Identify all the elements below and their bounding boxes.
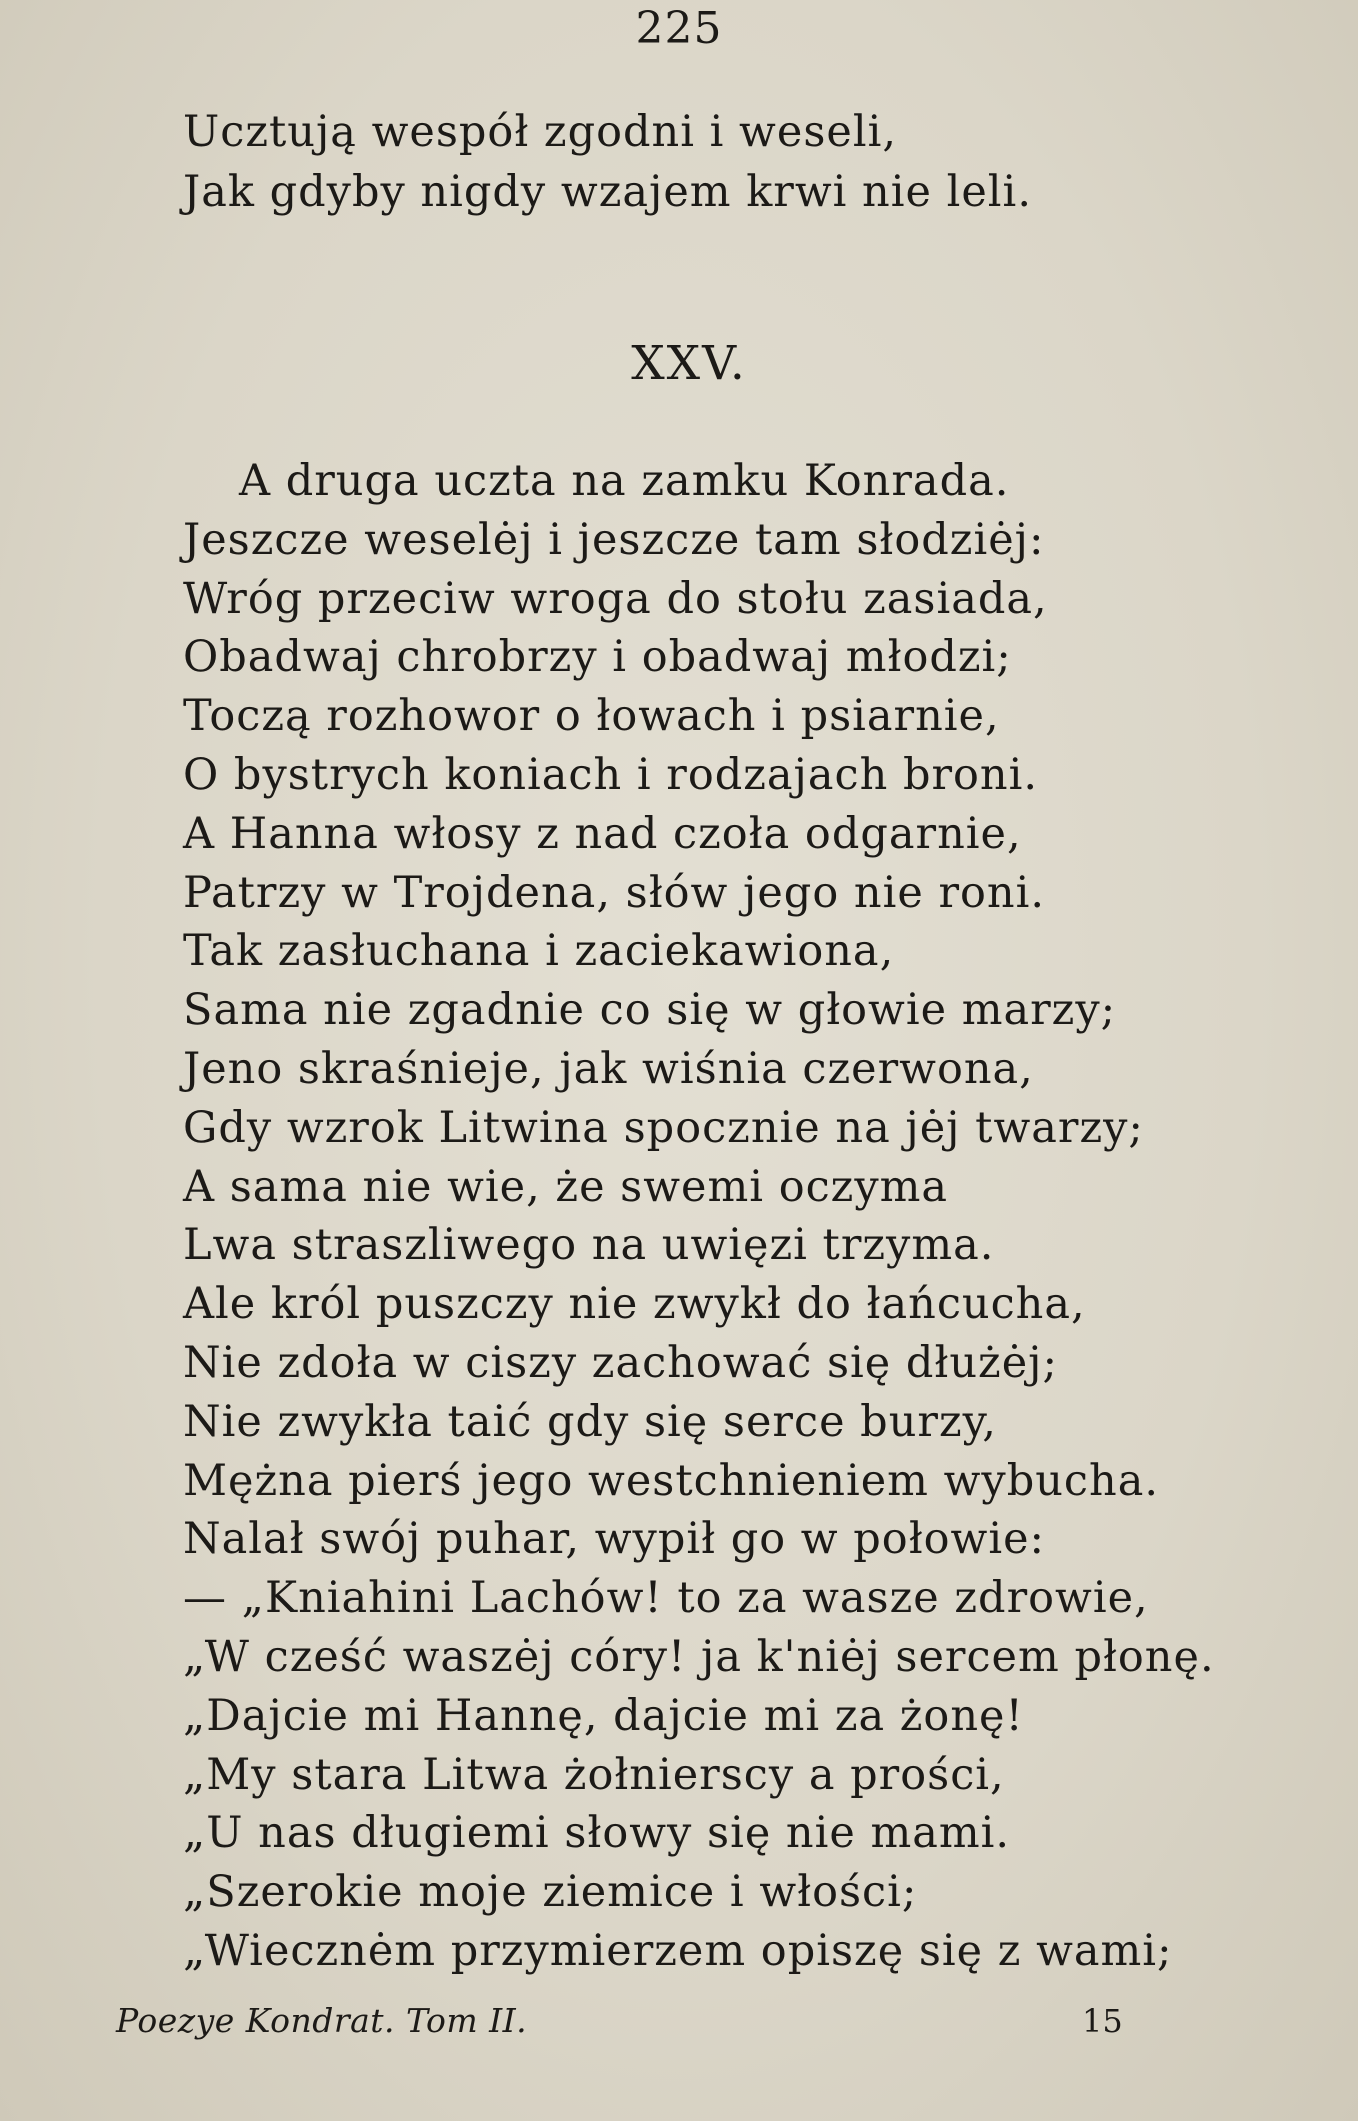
verse-line: Nie zwykła taić gdy się serce burzy,	[183, 1396, 997, 1447]
verse-line: A sama nie wie, że swemi oczyma	[183, 1161, 949, 1212]
verse-line: Wróg przeciw wroga do stołu zasiada,	[183, 573, 1048, 624]
verse-line: Tak zasłuchana i zaciekawiona,	[183, 926, 895, 977]
continued-verse	[183, 102, 1032, 222]
verse-line: Nalał swój puhar, wypił go w połowie:	[183, 1514, 1046, 1565]
verse-line: O bystrych koniach i rodzajach broni.	[183, 749, 1039, 800]
signature-mark: 15	[1082, 2002, 1123, 2040]
page-number: 225	[635, 3, 723, 54]
verse-line: — „Kniahini Lachów! to za wasze zdrowie,	[183, 1573, 1149, 1624]
verse-line: Ucztują wespół zgodni i weseli,	[183, 107, 898, 157]
footer-book-title: Poezye Kondrat. Tom II.	[116, 2001, 528, 2040]
verse-line: Jak gdyby nigdy wzajem krwi nie leli.	[183, 167, 1032, 217]
stanza	[183, 452, 1303, 1981]
verse-line: „Dajcie mi Hannę, dajcie mi za żonę!	[183, 1690, 1024, 1741]
verse-line: Mężna pierś jego westchnieniem wybucha.	[183, 1455, 1160, 1506]
verse-line: Patrzy w Trojdena, słów jego nie roni.	[183, 867, 1046, 918]
verse-line: „W cześć waszėj córy! ja k'niėj sercem płonę.	[183, 1631, 1215, 1682]
verse-line: Nie zdoła w ciszy zachować się dłużėj;	[183, 1337, 1058, 1388]
verse-line: „Wiecznėm przymierzem opiszę się z wami;	[183, 1925, 1173, 1976]
verse-line: Obadwaj chrobrzy i obadwaj młodzi;	[183, 632, 1012, 683]
verse-line: „Szerokie moje ziemice i włości;	[183, 1867, 918, 1918]
verse-line: Ale król puszczy nie zwykł do łańcucha,	[183, 1279, 1086, 1330]
verse-line: Toczą rozhowor o łowach i psiarnie,	[183, 691, 1000, 742]
verse-line: Jeno skraśnieje, jak wiśnia czerwona,	[183, 1043, 1034, 1094]
verse-line: „My stara Litwa żołnierscy a prości,	[183, 1749, 1005, 1800]
verse-line: Sama nie zgadnie co się w głowie marzy;	[183, 985, 1117, 1036]
verse-line: A Hanna włosy z nad czoła odgarnie,	[183, 808, 1022, 859]
verse-line: Jeszcze weselėj i jeszcze tam słodziėj:	[183, 514, 1045, 565]
verse-line: A druga uczta na zamku Konrada.	[239, 456, 1010, 506]
page-footer	[116, 1996, 1123, 2046]
verse-line: „U nas długiemi słowy się nie mami.	[183, 1808, 1011, 1859]
section-heading: XXV.	[631, 336, 747, 391]
verse-line: Gdy wzrok Litwina spocznie na jėj twarzy;	[183, 1102, 1144, 1153]
verse-line: Lwa straszliwego na uwięzi trzyma.	[183, 1220, 995, 1271]
